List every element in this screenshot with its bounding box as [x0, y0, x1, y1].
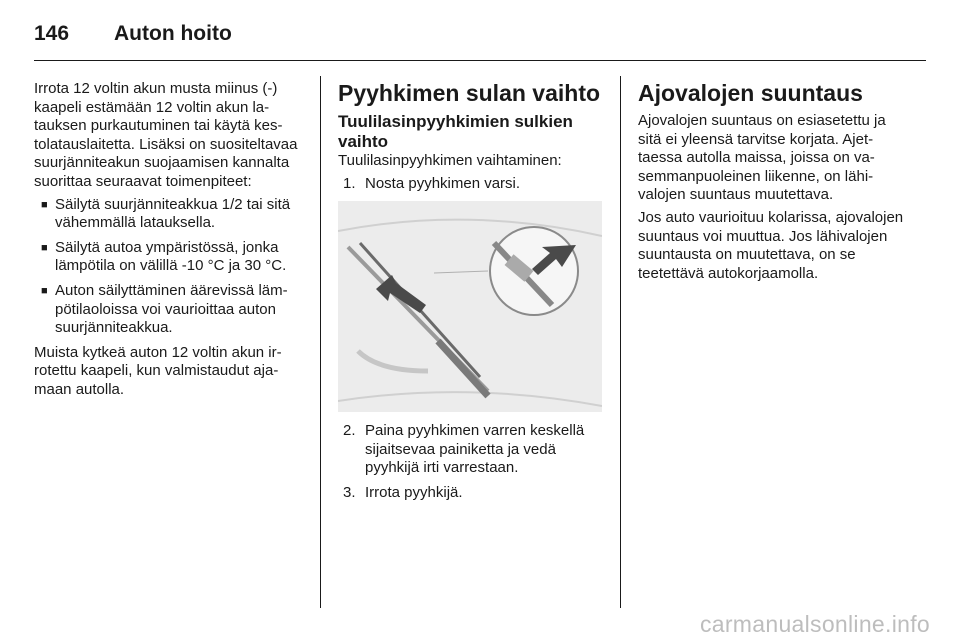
- column-battery-storage: [34, 80, 310, 404]
- wiper-illustration: [338, 201, 602, 412]
- paragraph: Ajovalojen suuntaus on esiasetettu ja sitä ei yleensä tarvitse korjata. Ajettaessa autolla maissa, joissa on vasemmanpuoleinen liikenne, on lähivalojen suuntaus muutettava.: [638, 112, 886, 204]
- step-list-continued: [338, 422, 602, 502]
- list-item: ■ Säilytä suurjänniteakkua 1/2 tai sitä vähemmällä latauksella.: [41, 195, 291, 232]
- section-heading: Ajovalojen suuntaus: [638, 80, 863, 106]
- lead-text: Tuulilasinpyyhkimen vaihtaminen:: [338, 152, 562, 169]
- bullet-icon: ■: [41, 284, 48, 297]
- page-header: [34, 14, 232, 54]
- paragraph: Jos auto vaurioituu kolarissa, ajovalojen suuntaus voi muuttua. Jos lähivalojen suuntausta on muutettava, on se teetettävä autokorjaamolla.: [638, 208, 904, 282]
- step-item: 3. Irrota pyyhkijä.: [343, 483, 463, 501]
- step-item: 1. Nosta pyyhkimen varsi.: [343, 174, 521, 192]
- column-divider-left: [320, 76, 321, 608]
- bullet-icon: ■: [41, 198, 48, 211]
- outro-paragraph: Muista kytkeä auton 12 voltin akun irrotettu kaapeli, kun valmistaudut ajamaan autolla.: [34, 343, 282, 398]
- wiper-diagram: [338, 201, 602, 412]
- bullet-list: [34, 196, 310, 338]
- bullet-icon: ■: [41, 241, 48, 254]
- step-list: [338, 175, 602, 194]
- intro-paragraph: Irrota 12 voltin akun musta miinus (-) kaapeli estämään 12 voltin akun latauksen purkautuminen tai käytä kestolatauslaitetta. Lisäksi on suositeltavaa suurjänniteakun suojaamisen kannalta suorittaa seuraavat toimenpiteet:: [34, 80, 298, 190]
- page-number: 146: [34, 22, 70, 45]
- page-title: Auton hoito: [114, 22, 232, 45]
- header-rule: [34, 60, 926, 61]
- column-wiper-replacement: [338, 80, 602, 509]
- step-item: 2. Paina pyyhkimen varren keskellä sijaitsevaa painiketta ja vedä pyyhkijä irti varrestaan.: [343, 422, 585, 477]
- watermark: carmanualsonline.info: [699, 611, 930, 637]
- column-headlight-aiming: [638, 80, 906, 287]
- list-item: ■ Säilytä autoa ympäristössä, jonka lämpötila on välillä -10 °C ja 30 °C.: [41, 238, 287, 275]
- subsection-heading: Tuulilasinpyyhkimien sulkien vaihto: [338, 112, 573, 151]
- list-item: ■ Auton säilyttäminen äärevissä lämpötilaoloissa voi vaurioittaa auton suurjänniteakkua.: [41, 281, 288, 337]
- section-heading: Pyyhkimen sulan vaihto: [338, 80, 601, 106]
- column-divider-right: [620, 76, 621, 608]
